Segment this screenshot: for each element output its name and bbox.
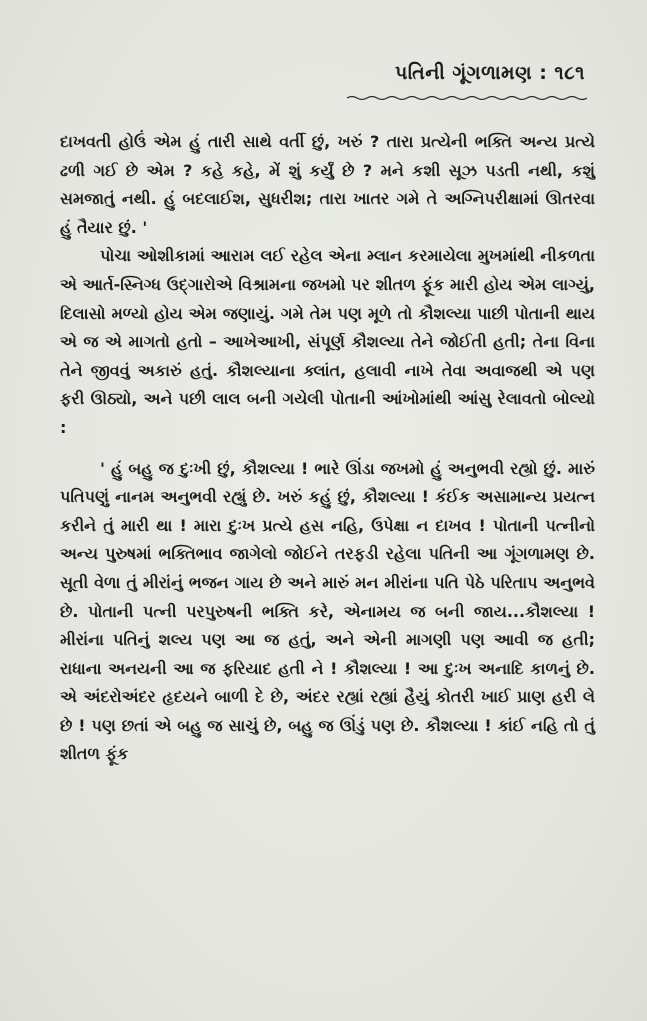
body-text xyxy=(60,128,595,769)
running-title: પતિની ગૂંગળામણ : ૧૮૧ xyxy=(394,62,585,84)
paragraph-speech: ' હું બહુ જ દુઃખી છું, કૌશલ્યા ! ભારે ઊંડા જખમો હું અનુભવી રહ્યો છું. મારું પતિપણું નાનમ અનુભવી રહ્યું છે. ખરું કહું છું, કૌશલ્યા ! કંઈક અસામાન્ય પ્રયત્ન કરીને તું મારી થા ! મારા દુઃખ પ્રત્યે હસ નહિ, ઉપેક્ષા ન દાખવ ! પોતાની પત્નીનો અન્ય પુરુષમાં ભક્તિભાવ જાગેલો જોઈને તરફડી રહેલા પતિની આ ગૂંગળામણ છે. સૂતી વેળા તું મીરાંનું ભજન ગાય છે અને મારું મન મીરાંના પતિ પેઠે પરિતાપ અનુભવે છે. પોતાની પત્ની પરપુરુષની ભક્તિ કરે, એનામય જ બની જાય...કૌશલ્યા ! મીરાંના પતિનું શલ્ય પણ આ જ હતું, અને એની માગણી પણ આવી જ હતી; રાધાના અનયની આ જ ફરિયાદ હતી ને ! કૌશલ્યા ! આ દુઃખ અનાદિ કાળનું છે. એ અંદરોઅંદર હૃદયને બાળી દે છે, અંદર રહ્યાં રહ્યાં હૈયું કોતરી ખાઈ પ્રાણ હરી લે છે ! પણ છતાં એ બહુ જ સાચું છે, બહુ જ ઊંડું પણ છે. કૌશલ્યા ! કાંઈ નહિ તો તું શીતળ ફૂંક xyxy=(60,458,595,764)
header-wavy-rule xyxy=(347,95,587,101)
paragraph-continued: દાખવતી હોઉં એમ હું તારી સાથે વર્તી છું, ખરું ? તારા પ્રત્યેની ભક્તિ અન્ય પ્રત્યે ઢળી ગઈ છે એમ ? કહે કહે, મેં શું કર્યું છે ? મને કશી સૂઝ પડતી નથી, કશું સમજાતું નથી. હું બદલાઈશ, સુધરીશ; તારા ખાતર ગમે તે અગ્નિપરીક્ષામાં ઊતરવા હું તૈયાર છું. ' xyxy=(60,132,595,237)
paragraph-narration: પોચા ઓશીકામાં આરામ લઈ રહેલ એના મ્લાન કરમાયેલા મુખમાંથી નીકળતા એ આર્ત-સ્નિગ્ધ ઉદ્ગારોએ વિશ્રામના જખમો પર શીતળ ફૂંક મારી હોય એમ લાગ્યું, દિલાસો મળ્યો હોય એમ જણાયું. ગમે તેમ પણ મૂળે તો કૌશલ્યા પાછી પોતાની થાય એ જ એ માગતો હતો – આખેઆખી, સંપૂર્ણ કૌશલ્યા તેને જોઈતી હતી; તેના વિના તેને જીવવું અકારું હતું. કૌશલ્યાના ક્લાંત, હલાવી નાખે તેવા અવાજથી એ પણ ફરી ઊઠ્યો, અને પછી લાલ બની ગયેલી પોતાની આંખોમાંથી આંસુ રેલાવતો બોલ્યો : xyxy=(60,246,595,437)
